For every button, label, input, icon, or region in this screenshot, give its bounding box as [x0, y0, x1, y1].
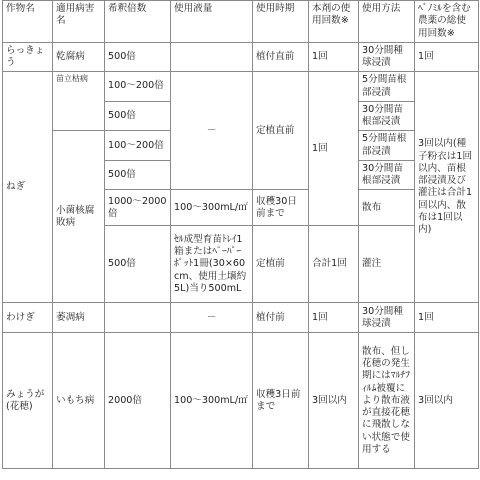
count-cell: 1回 [309, 72, 359, 226]
header-dilution: 希釈倍数 [105, 1, 171, 43]
timing-cell: 定植前 [253, 226, 309, 303]
method-cell: 30分間種球浸漬 [359, 42, 415, 72]
disease-cell: 萎凋病 [53, 303, 105, 333]
method-cell: 5分間苗根部浸漬 [359, 72, 415, 102]
header-count: 本剤の使用回数※ [309, 1, 359, 43]
disease-cell: 乾腐病 [53, 42, 105, 72]
method-cell: 散布 [359, 190, 415, 226]
crop-cell: みょうが(花穂) [3, 333, 53, 469]
timing-cell: 収穫3日前まで [253, 333, 309, 469]
dilution-cell: 100～200倍 [105, 131, 171, 161]
volume-cell: － [171, 303, 253, 333]
table-row [3, 72, 479, 102]
header-method: 使用方法 [359, 1, 415, 43]
method-cell: 30分間苗根部浸漬 [359, 160, 415, 190]
pesticide-usage-table [2, 0, 479, 469]
dilution-cell: 500倍 [105, 160, 171, 190]
dilution-cell: 1000～2000倍 [105, 190, 171, 226]
timing-cell: 植付前 [253, 303, 309, 333]
dilution-cell: 100～200倍 [105, 72, 171, 102]
volume-cell: － [171, 72, 253, 190]
dilution-cell: 500倍 [105, 101, 171, 131]
method-cell: 5分間苗根部浸漬 [359, 131, 415, 161]
method-cell: 散布、但し花穂の発生期にはﾏﾙﾁﾌｨﾙﾑ被覆により散布液が直接花穂に飛散しない状態で使用する [359, 333, 415, 469]
volume-cell: 100～300mL/㎡ [171, 190, 253, 226]
header-disease: 適用病害名 [53, 1, 105, 43]
total-cell: 1回 [415, 303, 479, 333]
volume-cell: 100～300mL/㎡ [171, 333, 253, 469]
timing-cell: 収穫30日前まで [253, 190, 309, 226]
crop-cell: らっきょう [3, 42, 53, 72]
header-row [3, 1, 479, 43]
count-cell: 合計1回 [309, 226, 359, 303]
total-cell: 3回以内(種子粉衣は1回以内、苗根部浸漬及び灌注は合計1回以内、散布は1回以内) [415, 72, 479, 303]
dilution-cell: 500倍 [105, 226, 171, 303]
method-cell: 30分間苗根部浸漬 [359, 101, 415, 131]
timing-cell: 定植直前 [253, 72, 309, 190]
total-cell: 1回 [415, 42, 479, 72]
table-row [3, 303, 479, 333]
header-timing: 使用時期 [253, 1, 309, 43]
dilution-cell: 2000倍 [105, 333, 171, 469]
table-row [3, 42, 479, 72]
count-cell: 1回 [309, 303, 359, 333]
disease-cell: 小菌核腐敗病 [53, 131, 105, 303]
dilution-cell [105, 303, 171, 333]
count-cell: 3回以内 [309, 333, 359, 469]
method-cell: 30分間種球浸漬 [359, 303, 415, 333]
header-crop: 作物名 [3, 1, 53, 43]
crop-cell: わけぎ [3, 303, 53, 333]
disease-cell: 苗立枯病 [53, 72, 105, 131]
header-total: ﾍﾞﾉﾐﾙを含む農薬の総使用回数※ [415, 1, 479, 43]
crop-cell: ねぎ [3, 72, 53, 303]
total-cell: 3回以内 [415, 333, 479, 469]
dilution-cell: 500倍 [105, 42, 171, 72]
volume-cell [171, 42, 253, 72]
volume-cell: ｾﾙ成型育苗ﾄﾚｲ1箱またはﾍﾟｰﾊﾟｰﾎﾟｯﾄ1冊(30×60cm、使用土壌約5L)当り500mL [171, 226, 253, 303]
table-row [3, 333, 479, 469]
timing-cell: 植付直前 [253, 42, 309, 72]
header-volume: 使用液量 [171, 1, 253, 43]
count-cell: 1回 [309, 42, 359, 72]
disease-cell: いもち病 [53, 333, 105, 469]
method-cell: 灌注 [359, 226, 415, 303]
